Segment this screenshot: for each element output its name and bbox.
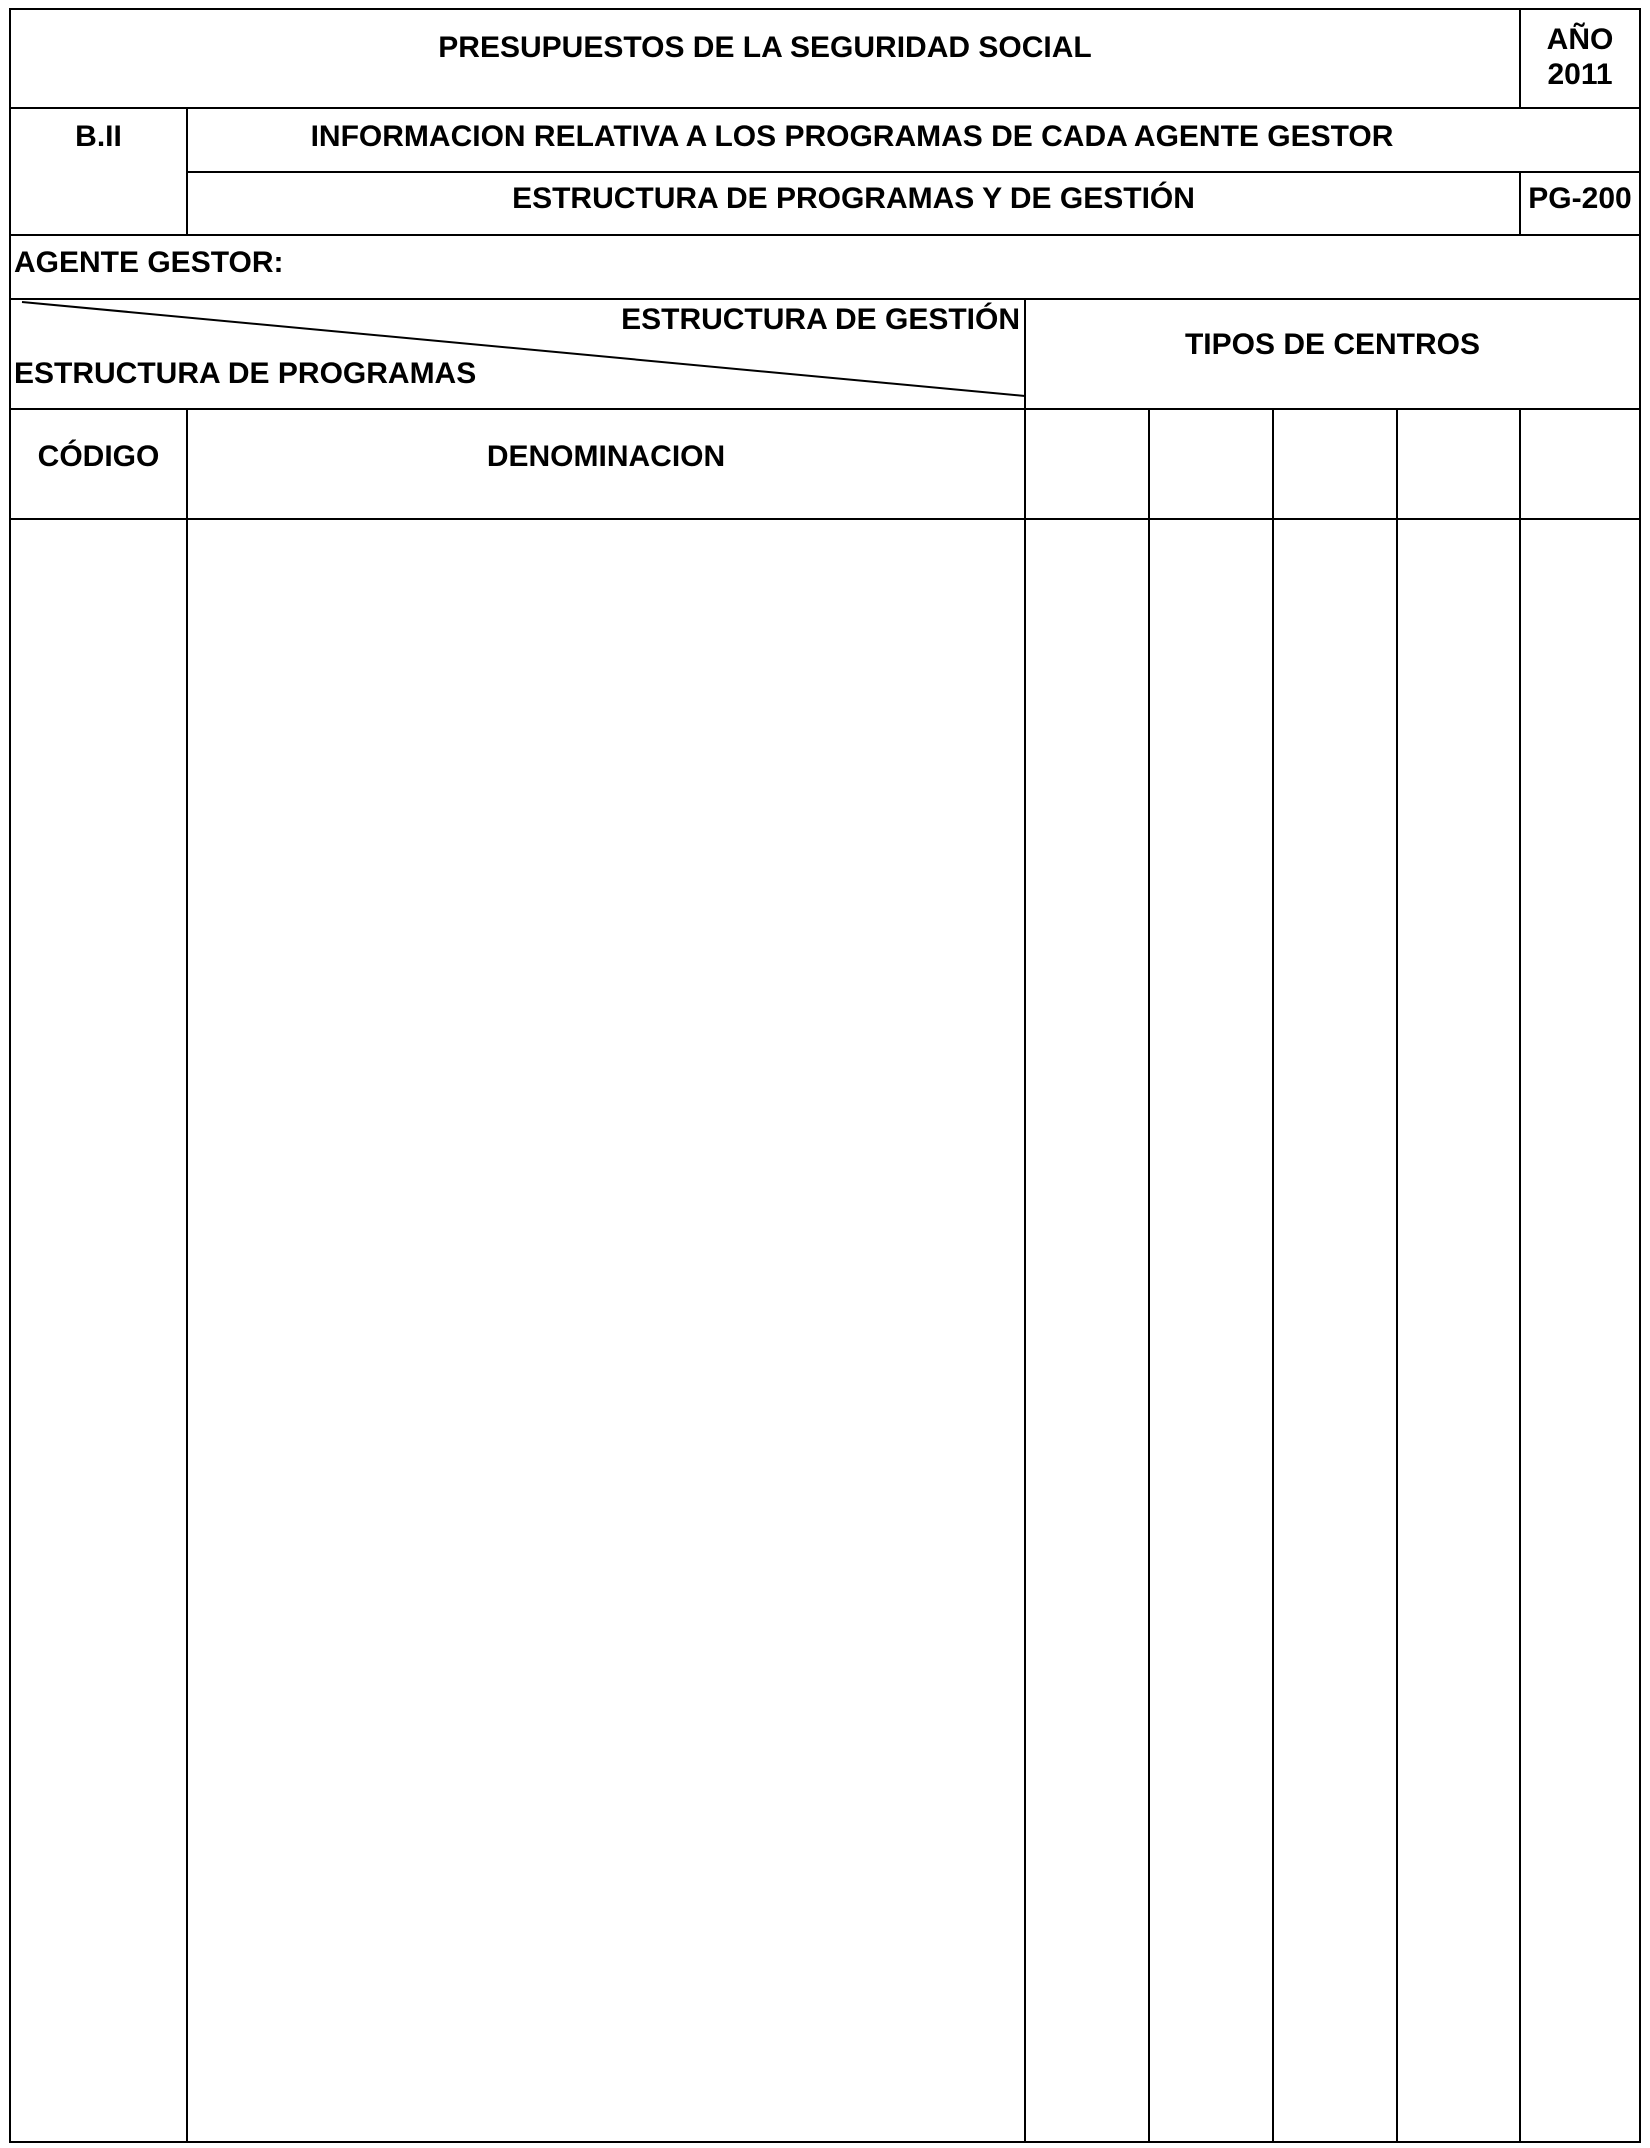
agent-label: AGENTE GESTOR: <box>14 246 284 279</box>
table-body <box>10 519 1640 2142</box>
section-code: B.II <box>75 120 122 153</box>
agent-value-field[interactable] <box>310 248 1630 278</box>
form-code: PG-200 <box>1528 182 1632 215</box>
column-header-name: DENOMINACION <box>486 440 726 473</box>
section-title: INFORMACION RELATIVA A LOS PROGRAMAS DE CADA AGENTE GESTOR <box>310 120 1394 153</box>
year-value: 2011 <box>1547 58 1613 91</box>
subsection-title: ESTRUCTURA DE PROGRAMAS Y DE GESTIÓN <box>512 182 1195 215</box>
center-types-label: TIPOS DE CENTROS <box>1184 328 1481 361</box>
form-title: PRESUPUESTOS DE LA SEGURIDAD SOCIAL <box>438 31 1092 64</box>
management-structure-label: ESTRUCTURA DE GESTIÓN <box>621 303 1020 336</box>
column-header-code: CÓDIGO <box>37 440 160 473</box>
program-structure-label: ESTRUCTURA DE PROGRAMAS <box>14 357 477 390</box>
year-label: AÑO <box>1546 23 1614 56</box>
